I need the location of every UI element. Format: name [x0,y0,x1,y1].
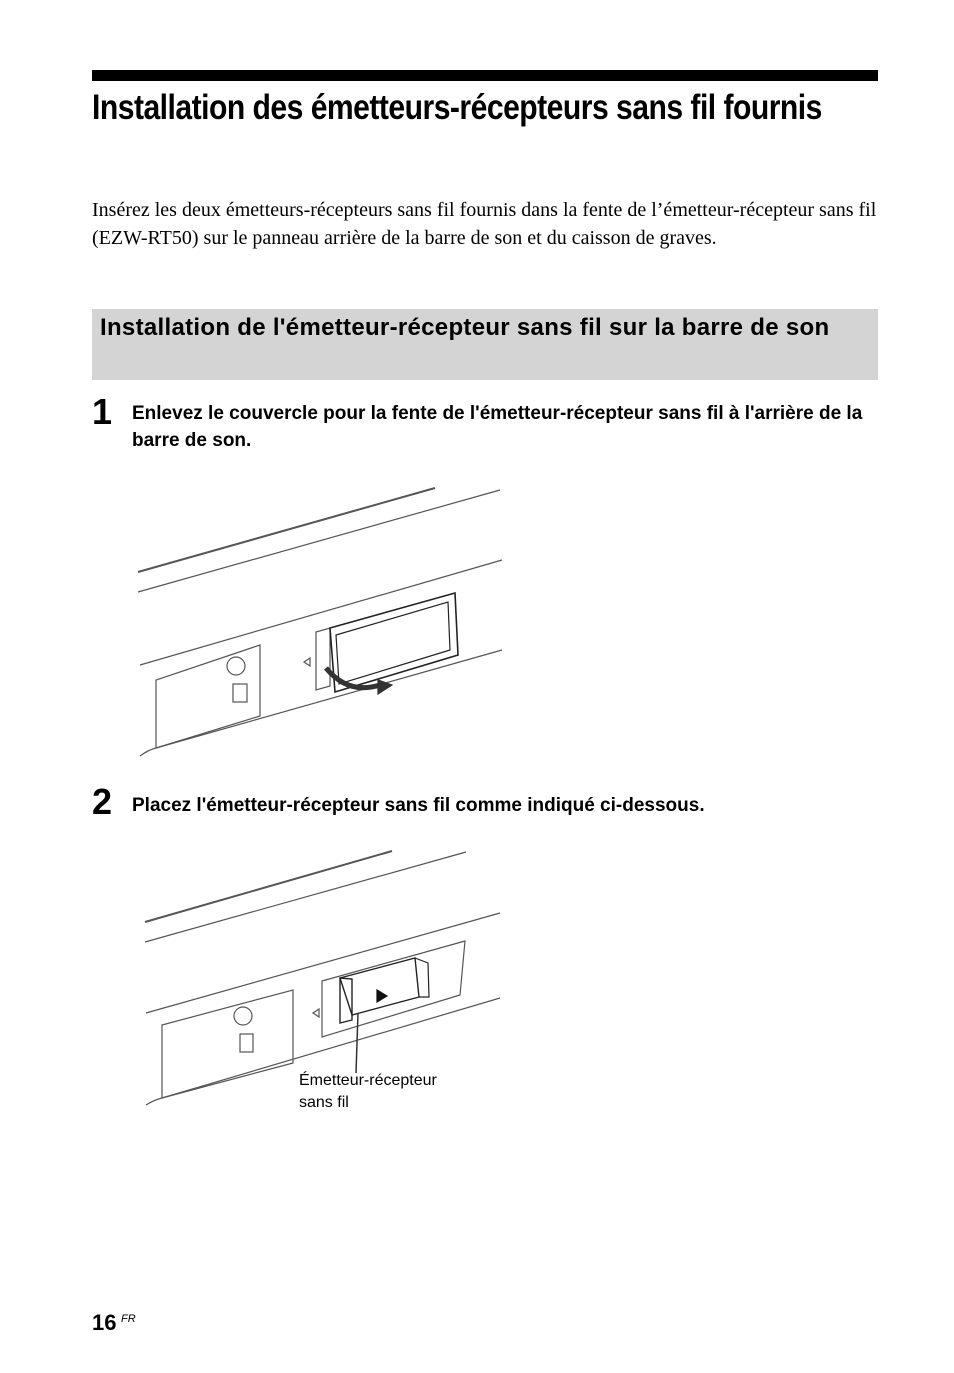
step-1-text: Enlevez le couvercle pour la fente de l'émetteur-récepteur sans fil à l'arrière de la barre de son. [132,403,863,451]
step-2-text: Placez l'émetteur-récepteur sans fil comme indiqué ci-dessous. [132,795,705,816]
transceiver-callout [299,1070,437,1114]
callout-line-2: sans fil [299,1094,349,1111]
intro-paragraph: Insérez les deux émetteurs-récepteurs sans fil fournis dans la fente de l’émetteur-récepteur sans fil (EZW-RT50) sur le panneau arrière de la barre de son et du caisson de graves. [92,199,877,249]
page-number: 16 [92,1310,117,1335]
step-2-number: 2 [92,781,113,822]
page-language: FR [121,1313,136,1325]
top-rule [92,70,878,81]
remove-cover-illustration [130,480,510,765]
callout-line-1: Émetteur-récepteur [299,1072,437,1089]
step-1-number: 1 [92,391,113,432]
page-title: Installation des émetteurs-récepteurs sans fil fournis [92,88,822,127]
section-title: Installation de l'émetteur-récepteur sans fil sur la barre de son [100,314,830,341]
